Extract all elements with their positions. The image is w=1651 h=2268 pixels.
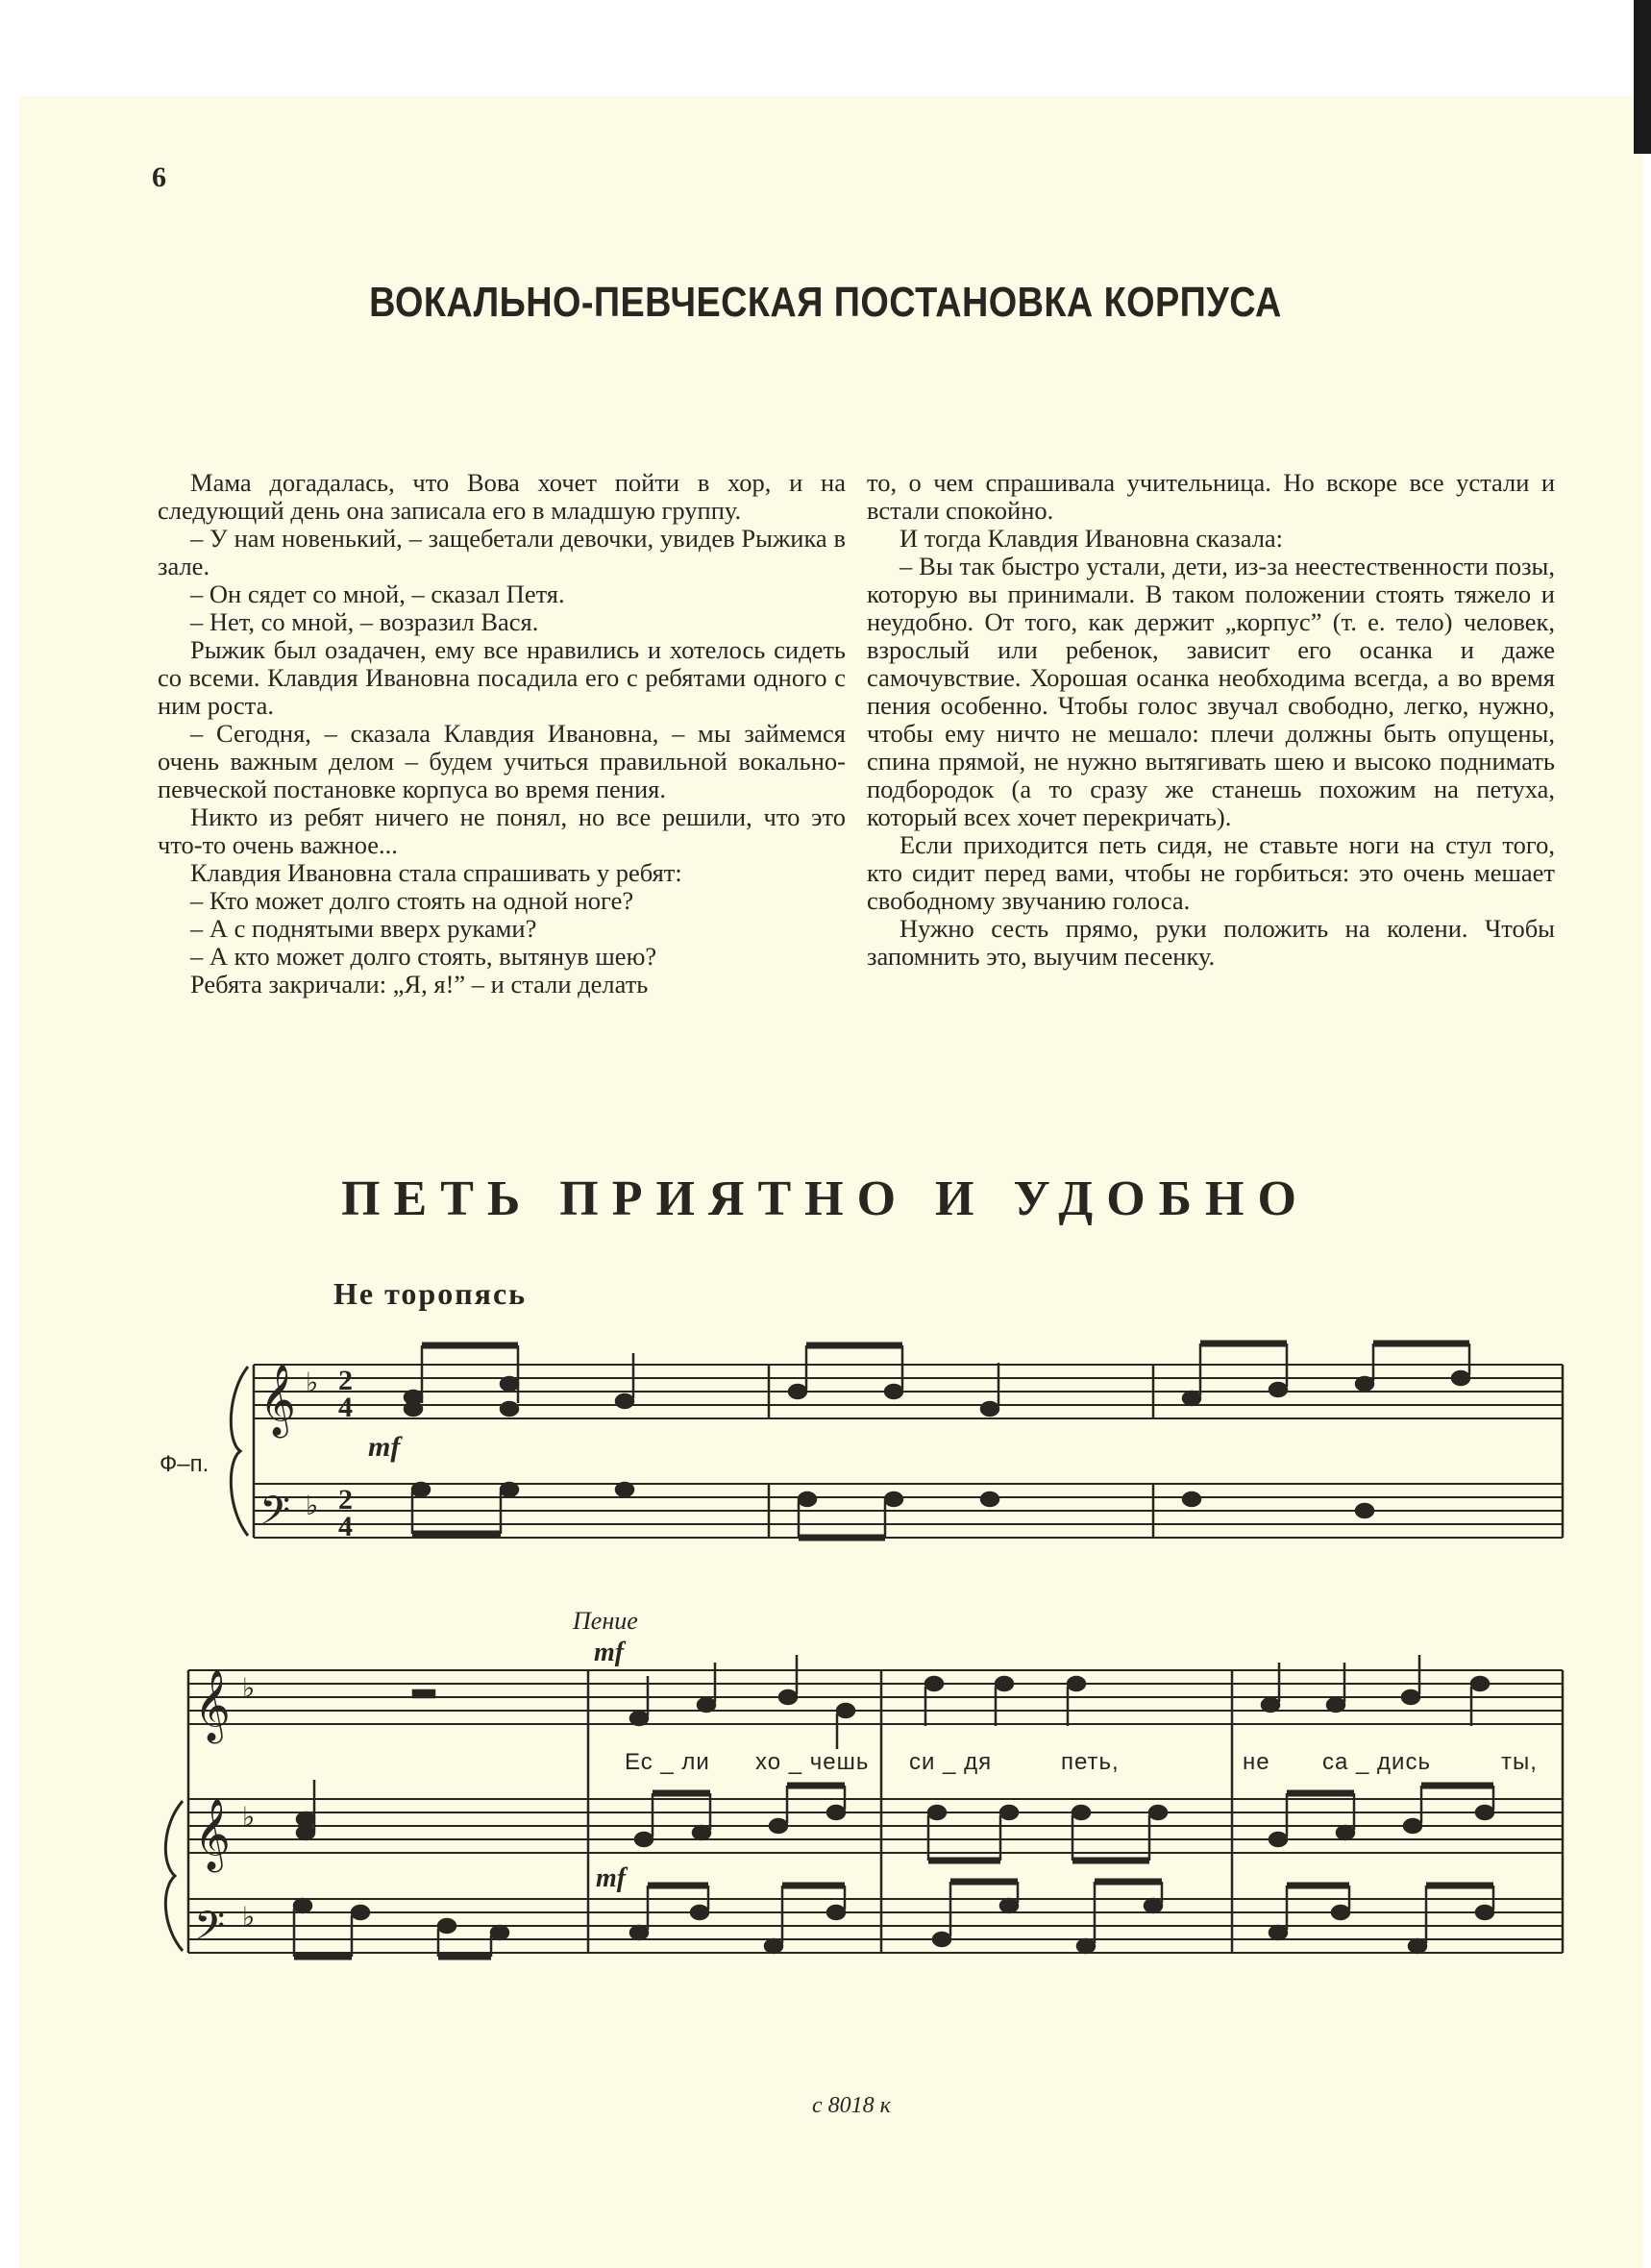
lyric-syllable: ты, bbox=[1501, 1749, 1538, 1775]
time-signature-bottom: 4 bbox=[338, 1392, 353, 1423]
notes bbox=[294, 1655, 1493, 1957]
paragraph: Рыжик был озадачен, ему все нравились и хотелось сидеть со всеми. Клавдия Ивановна посадила его с ребятами одного с ним роста. bbox=[158, 635, 846, 720]
grand-staff-brace bbox=[231, 1367, 248, 1536]
piano-bass-staff bbox=[188, 1899, 1563, 1953]
lyric-syllable: не bbox=[1243, 1749, 1270, 1775]
paragraph: – У нам новенький, – защебетали девочки, увидев Рыжика в зале. bbox=[158, 524, 846, 580]
paragraph: то, о чем спрашивала учительница. Но вскоре все устали и встали спокойно. bbox=[867, 468, 1555, 525]
flat-icon: ♭ bbox=[242, 1674, 256, 1704]
chapter-heading: ВОКАЛЬНО-ПЕВЧЕСКАЯ ПОСТАНОВКА КОРПУСА bbox=[369, 279, 1282, 326]
treble-clef-icon: 𝄞 bbox=[194, 1671, 231, 1739]
time-signature-top: 2 bbox=[338, 1484, 353, 1516]
voice-staff bbox=[188, 1670, 1563, 1724]
paragraph: – А кто может долго стоять, вытянув шею? bbox=[190, 942, 657, 971]
paragraph: – Он сядет со мной, – сказал Петя. bbox=[190, 579, 565, 608]
bass-clef-icon: 𝄢 bbox=[259, 1489, 291, 1542]
lyric-syllable: Ес _ ли bbox=[625, 1749, 710, 1775]
paragraph: – Нет, со мной, – возразил Вася. bbox=[190, 607, 539, 636]
treble-clef-icon: 𝄞 bbox=[259, 1366, 296, 1434]
bass-clef-icon: 𝄢 bbox=[194, 1904, 226, 1958]
paragraph: И тогда Клавдия Ивановна сказала: bbox=[899, 524, 1284, 553]
lyric-syllable: хо _ чешь bbox=[755, 1749, 870, 1775]
tempo-marking: Не торопясь bbox=[333, 1276, 528, 1311]
score-system-2 bbox=[165, 1655, 1563, 1957]
flat-icon: ♭ bbox=[242, 1903, 256, 1933]
paragraph: – Вы так быстро устали, дети, из-за неестественности позы, которую вы принимали. В таком положении стоять тяжело и неудобно. От того, как держит „корпус” (т. е. тело) человек, взрослый или ребенок, зависит его осанка и даже самочувствие. Хорошая осанка необходима всегда, а во время пения особенно. Чтобы голос звучал свободно, легко, нужно, чтобы ему ничто не мешало: плечи должны быть опущены, спина прямой, не нужно вытягивать шею и высоко поднимать подбородок (а то сразу же станешь похожим на петуха, который всех хочет перекричать). bbox=[867, 552, 1555, 831]
paragraph: – А с поднятыми вверх руками? bbox=[190, 914, 537, 943]
paragraph: – Кто может долго стоять на одной ноге? bbox=[190, 886, 634, 915]
score-system-1 bbox=[231, 1344, 1563, 1538]
song-title: ПЕТЬ ПРИЯТНО И УДОБНО bbox=[341, 1171, 1310, 1226]
whole-rest bbox=[413, 1690, 434, 1697]
catalog-number: с 8018 к bbox=[812, 2093, 891, 2118]
lyric-syllable: петь, bbox=[1061, 1749, 1120, 1775]
time-signature-bottom: 4 bbox=[338, 1511, 353, 1542]
lyric-syllable: си _ дя bbox=[909, 1749, 993, 1775]
lyric-syllable: са _ дись bbox=[1322, 1749, 1431, 1775]
piano-treble-staff bbox=[188, 1799, 1563, 1853]
instrument-label: Ф–п. bbox=[160, 1451, 209, 1477]
paragraph: Клавдия Ивановна стала спрашивать у ребят: bbox=[190, 858, 682, 887]
paragraph: – Сегодня, – сказала Клавдия Ивановна, – мы займемся очень важным делом – будем учиться правильной вокально-певческой постановке корпуса во время пения. bbox=[158, 719, 846, 803]
dynamic-mf: mf bbox=[594, 1638, 625, 1667]
time-signature-top: 2 bbox=[338, 1365, 353, 1396]
paragraph: Ребята закричали: „Я, я!” – и стали делать bbox=[190, 970, 649, 998]
dynamic-mf: mf bbox=[368, 1431, 401, 1463]
grand-staff-brace bbox=[165, 1801, 183, 1951]
treble-clef-icon: 𝄞 bbox=[194, 1800, 231, 1868]
voice-label: Пение bbox=[573, 1607, 638, 1635]
flat-icon: ♭ bbox=[242, 1803, 256, 1833]
paragraph: Нужно сесть прямо, руки положить на колени. Чтобы запомнить это, выучим песенку. bbox=[867, 914, 1555, 971]
flat-icon: ♭ bbox=[306, 1368, 319, 1398]
dynamic-mf: mf bbox=[596, 1863, 627, 1893]
flat-icon: ♭ bbox=[306, 1491, 319, 1521]
paragraph: Никто из ребят ничего не понял, но все решили, что это что-то очень важное... bbox=[158, 802, 846, 859]
notes bbox=[405, 1344, 1469, 1538]
page-number: 6 bbox=[152, 161, 166, 193]
paragraph: Мама догадалась, что Вова хочет пойти в хор, и на следующий день она записала его в младшую группу. bbox=[158, 468, 846, 525]
paragraph: Если приходится петь сидя, не ставьте ноги на стул того, кто сидит перед вами, чтобы не горбиться: это очень мешает свободному звучанию голоса. bbox=[867, 830, 1555, 915]
